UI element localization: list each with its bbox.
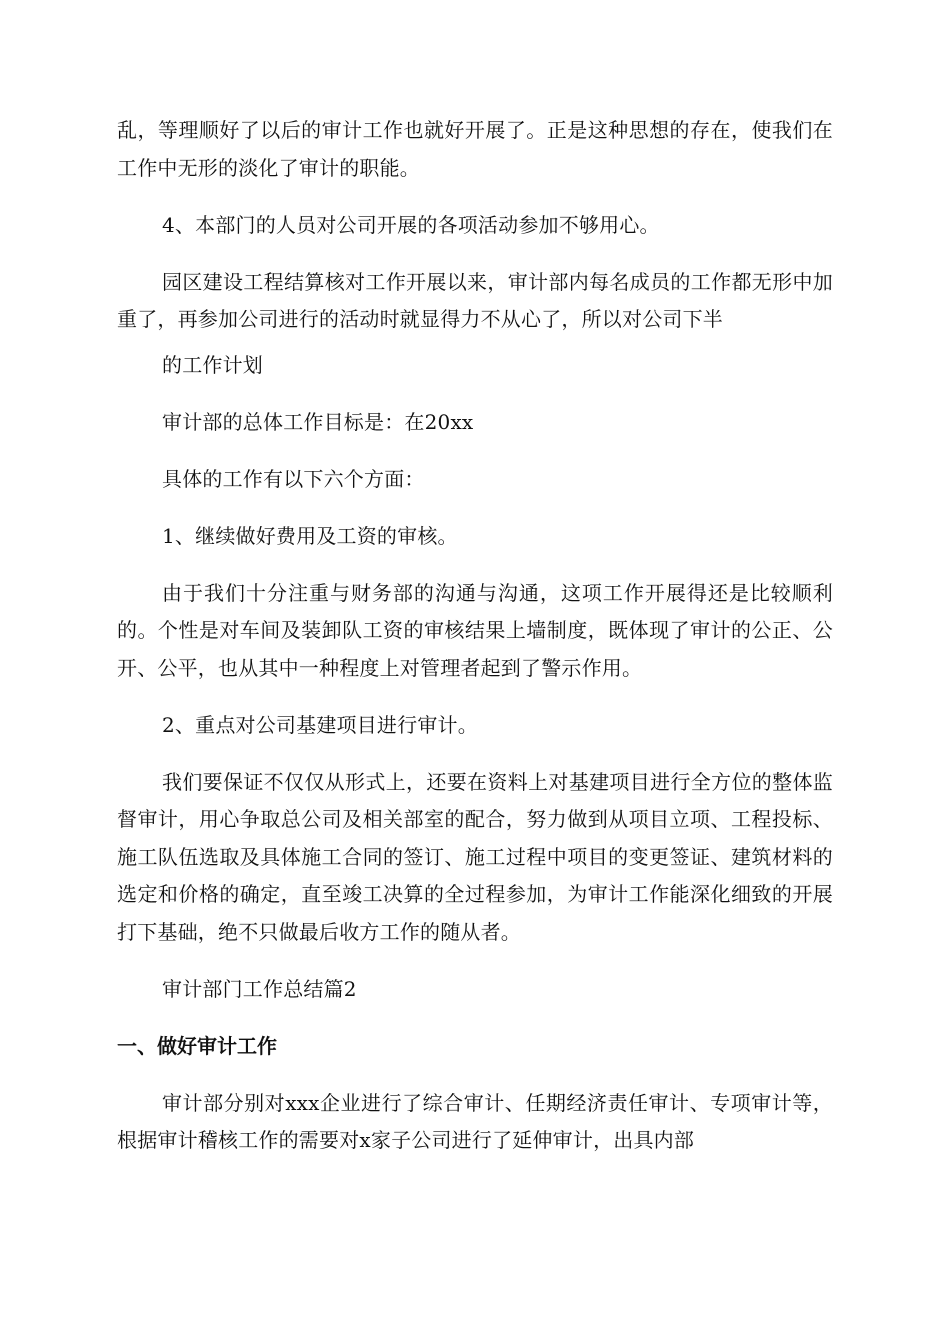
paragraph-park-construction: 园区建设工程结算核对工作开展以来，审计部内每名成员的工作都无形中加重了，再参加公司进行的活动时就显得力不从心了，所以对公司下半 <box>117 269 833 331</box>
paragraph-item-2: 2、重点对公司基建项目进行审计。 <box>162 712 478 737</box>
paragraph-continuation: 乱，等理顺好了以后的审计工作也就好开展了。正是这种思想的存在，使我们在工作中无形的淡化了审计的职能。 <box>117 118 833 180</box>
paragraph-chapter-title: 审计部门工作总结篇2 <box>162 976 357 1001</box>
paragraph-work-plan: 的工作计划 <box>162 352 263 377</box>
document-body <box>117 112 833 1179</box>
paragraph-item-1: 1、继续做好费用及工资的审核。 <box>162 523 458 548</box>
paragraph-audit-department: 审计部分别对xxx企业进行了综合审计、任期经济责任审计、专项审计等，根据审计稽核工作的需要对x家子公司进行了延伸审计，出具内部 <box>117 1090 833 1152</box>
paragraph-item-4: 4、本部门的人员对公司开展的各项活动参加不够用心。 <box>162 212 660 237</box>
paragraph-overall-goal: 审计部的总体工作目标是：在20xx <box>162 409 474 434</box>
paragraph-finance-communication: 由于我们十分注重与财务部的沟通与沟通，这项工作开展得还是比较顺利的。个性是对车间及装卸队工资的审核结果上墙制度，既体现了审计的公正、公开、公平，也从其中一种程度上对管理者起到了警示作用。 <box>117 580 833 680</box>
paragraph-six-aspects: 具体的工作有以下六个方面： <box>162 466 425 491</box>
paragraph-infrastructure-audit: 我们要保证不仅仅从形式上，还要在资料上对基建项目进行全方位的整体监督审计，用心争取总公司及相关部室的配合，努力做到从项目立项、工程投标、施工队伍选取及具体施工合同的签订、施工过程中项目的变更签证、建筑材料的选定和价格的确定，直至竣工决算的全过程参加，为审计工作能深化细致的开展打下基础，绝不只做最后收方工作的随从者。 <box>117 769 833 944</box>
section-heading: 一、做好审计工作 <box>117 1033 277 1058</box>
